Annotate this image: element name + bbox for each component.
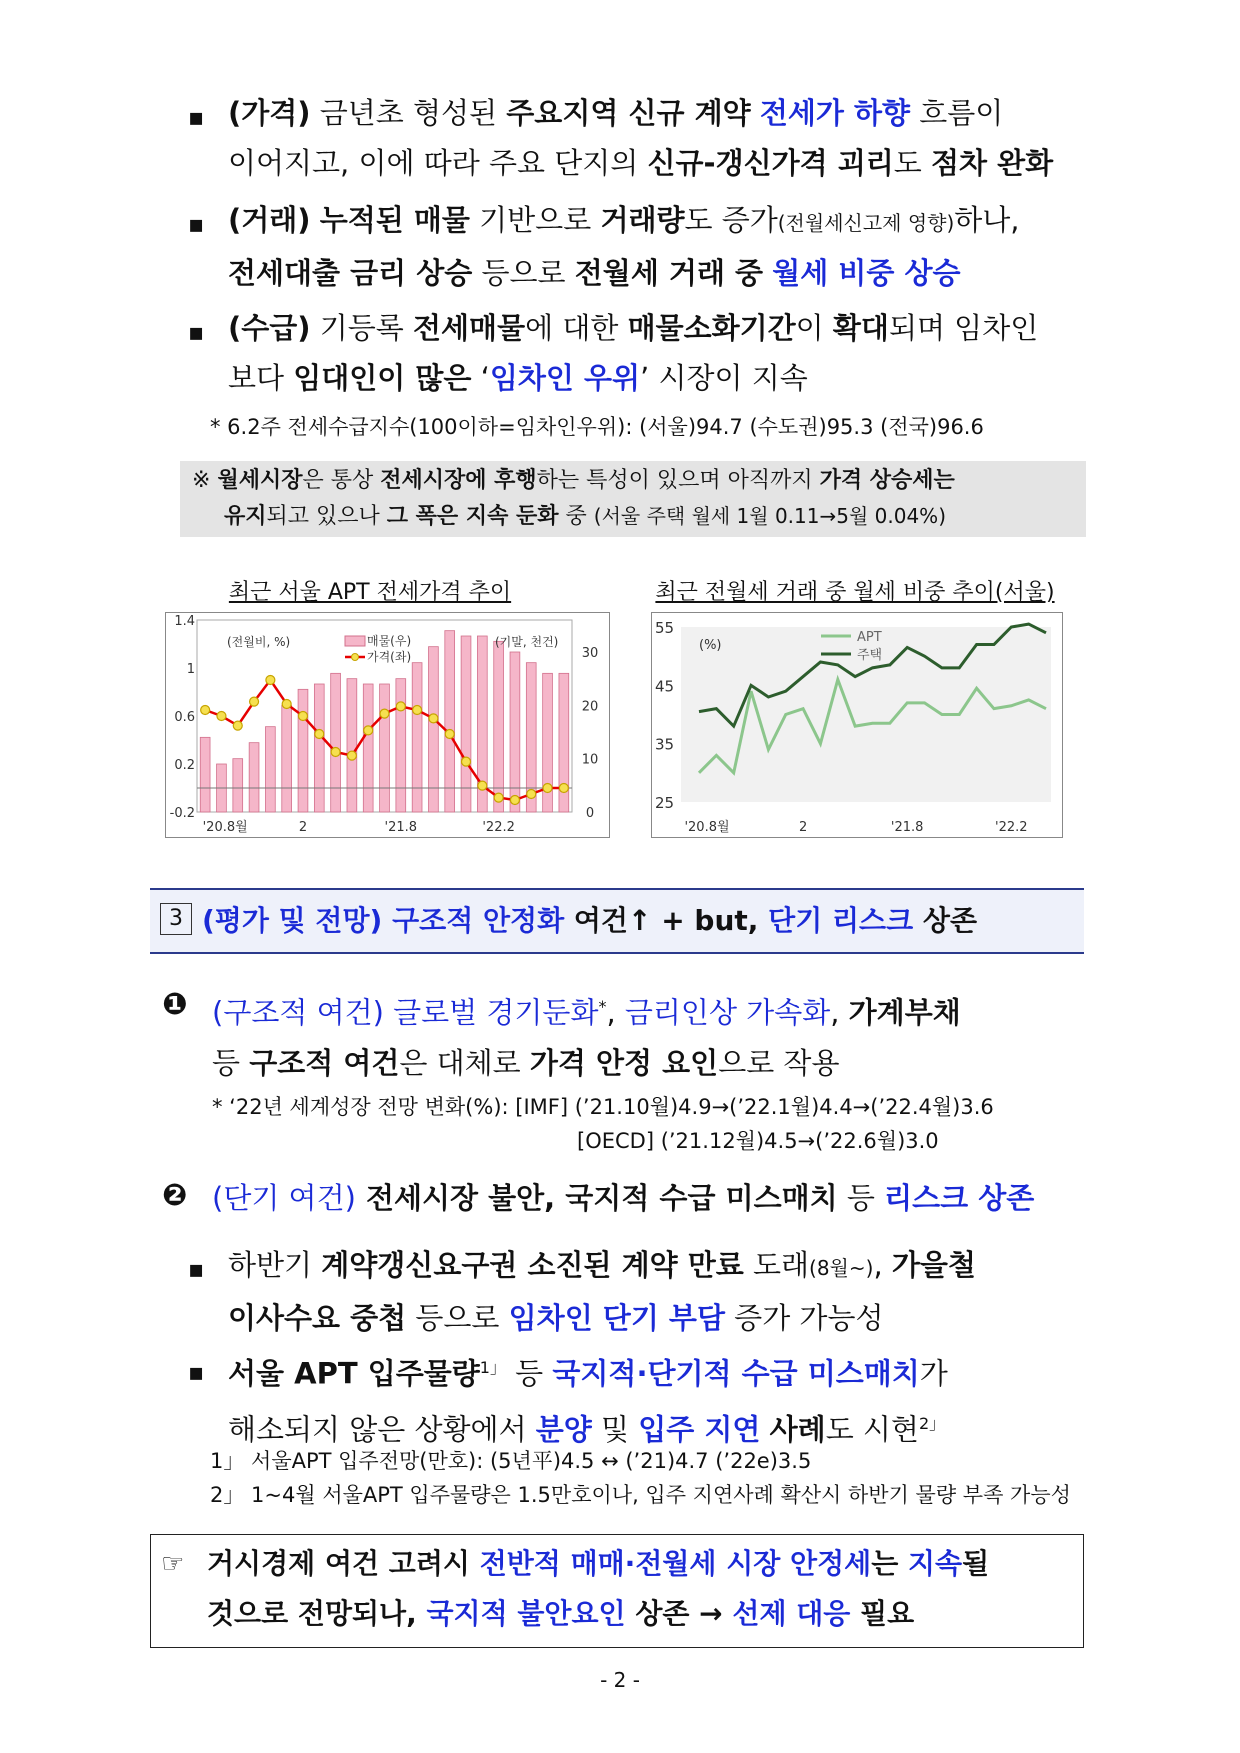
conclusion-line1	[207, 1539, 1067, 1589]
chart1-legend-line: 가격(좌)	[367, 650, 412, 664]
bullet-trade-line1	[228, 195, 1090, 248]
text-run: 가격 상승세는	[819, 468, 955, 493]
text-run: 신규-갱신가격 괴리	[647, 146, 894, 180]
chart1-bar	[282, 705, 292, 812]
text-run: 2」	[918, 1413, 946, 1433]
chart1-x-tick: '21.8	[384, 820, 418, 835]
bullet-renewal	[228, 1240, 1090, 1343]
text-run: 가을철	[891, 1248, 976, 1282]
text-run: 사례	[769, 1412, 826, 1447]
text-run: 확대	[832, 311, 889, 345]
chart1-x-tick: 2	[298, 820, 308, 835]
chart1-price-point	[445, 730, 454, 739]
chart1-price-point	[331, 748, 340, 757]
chart1-bar	[265, 727, 275, 812]
chart1-price-point	[347, 751, 356, 760]
footnote-2: 2」 1~4월 서울APT 입주물량은 1.5만호이나, 입주 지연사례 확산시 하반기 물량 부족 가능성	[210, 1483, 1071, 1507]
text-run: ※	[192, 468, 218, 493]
text-run: 등으로	[472, 256, 575, 290]
section-number: 3	[160, 903, 192, 935]
text-run: (8월~)	[809, 1256, 874, 1280]
text-run: 는	[871, 1547, 908, 1580]
text-run: 흐름이	[910, 96, 1004, 130]
pointing-hand-icon: ☞	[161, 1549, 185, 1579]
chart1-price-point	[217, 712, 226, 721]
chart1-price-point	[266, 676, 275, 685]
text-run: 기등록	[310, 311, 414, 345]
text-run: ,	[606, 995, 625, 1030]
chart1-price-point	[510, 796, 519, 805]
text-run: 전세대출 금리 상승	[228, 256, 473, 290]
chart2-y-tick: 45	[655, 677, 675, 696]
text-run: 은 통상	[302, 468, 381, 493]
conclusion-box	[150, 1534, 1084, 1648]
text-run: 구조적 안정화	[392, 904, 565, 937]
text-run: 누적된 매물	[319, 203, 470, 237]
chart2-unit: (%)	[699, 638, 722, 653]
text-run: 국지적·단기적 수급 미스매치	[552, 1356, 920, 1391]
text-run: 월세시장	[217, 468, 303, 493]
chart1-bar	[347, 679, 357, 812]
bullet-marker: ▪	[188, 1358, 205, 1386]
text-run: 될	[962, 1547, 990, 1580]
text-run: 1」	[479, 1358, 506, 1377]
text-run	[763, 256, 772, 290]
bullet-trade	[228, 195, 1090, 298]
chart1-price-point	[364, 726, 373, 735]
chart1-left-tick: 0.6	[174, 710, 195, 725]
supply-index-note: * 6.2주 전세수급지수(100이하=임차인우위): (서울)94.7 (수도권)95.3 (전국)96.6	[210, 415, 984, 439]
monthly-rent-box	[180, 461, 1086, 537]
chart1-bar	[249, 743, 259, 812]
text-run: 글로벌 경기둔화	[393, 995, 599, 1030]
text-run: 월세 비중 상승	[772, 256, 961, 290]
text-run: 전반적 매매·전월세 시장 안정세	[479, 1547, 872, 1580]
chart1-title: 최근 서울 APT 전세가격 추이	[228, 580, 512, 605]
text-run: ,	[873, 1248, 892, 1282]
text-run: 입주 지연	[638, 1412, 761, 1447]
chart1-price-point	[478, 781, 487, 790]
bullet-supply-line1	[228, 303, 1090, 353]
text-run: 증가 가능성	[724, 1301, 884, 1335]
chart1-bar	[429, 647, 439, 812]
text-run: 거시경제 여건 고려시	[207, 1547, 480, 1580]
chart2-x-tick: '21.8	[890, 820, 924, 835]
text-run: 가격 안정 요인	[529, 1045, 719, 1080]
text-run: 하나,	[954, 203, 1020, 237]
text-run: 전세매물	[413, 311, 526, 345]
bullet-marker: ▪	[188, 1255, 205, 1283]
text-run: 상존 →	[625, 1597, 733, 1630]
text-run: 하는 특성이 있으며 아직까지	[536, 468, 820, 493]
chart1-price-point	[201, 706, 210, 715]
item-1-structural	[212, 982, 1092, 1088]
text-run: 기반으로	[469, 203, 601, 237]
chart1-right-tick: 30	[581, 646, 599, 661]
text-run: 이	[795, 311, 833, 345]
text-run: (단기 여건)	[212, 1181, 356, 1215]
text-run: 도래	[743, 1248, 810, 1282]
chart1-price-point	[429, 714, 438, 723]
bullet-apt-supply-line1	[228, 1343, 1090, 1399]
text-run: 등	[837, 1181, 885, 1215]
chart1-price-point	[396, 702, 405, 711]
chart1-bar	[233, 759, 243, 812]
chart1-bar	[363, 684, 373, 812]
chart1-bar	[380, 684, 390, 812]
bullet-price	[228, 88, 1090, 188]
text-run: 분양	[535, 1412, 592, 1447]
bullet-apt-supply	[228, 1343, 1090, 1454]
chart2-x-tick: '22.2	[995, 820, 1028, 835]
chart2-y-tick: 35	[655, 735, 675, 754]
text-run: (서울 주택 월세 1월 0.11→5월 0.04%)	[593, 504, 946, 528]
text-run: 단기 리스크	[768, 904, 914, 937]
text-run: 것으로 전망되나,	[207, 1597, 427, 1630]
chart1-left-unit: (전월비, %)	[227, 635, 291, 649]
chart1-left-tick: 1	[186, 662, 195, 677]
text-run: 으로 작용	[718, 1045, 840, 1080]
chart1-legend-bars: 매물(우)	[367, 634, 412, 648]
text-run: 중	[558, 504, 594, 529]
text-run	[311, 203, 320, 237]
chart1-price-point	[494, 793, 503, 802]
bullet-trade-line2	[228, 248, 1090, 298]
chart1-right-unit: (기말, 천건)	[495, 635, 559, 649]
text-run: 등으로	[406, 1301, 509, 1335]
text-run: 유지	[224, 504, 267, 529]
text-run: 전세가 하향	[759, 96, 910, 130]
text-run: 도 시현	[825, 1412, 919, 1447]
bullet-price-line1	[228, 88, 1090, 138]
text-run: 금리인상 가속화	[624, 995, 831, 1030]
chart2-x-tick: 2	[798, 820, 808, 835]
text-run: 이사수요 중첩	[228, 1301, 407, 1335]
item-1-line2	[212, 1038, 1092, 1088]
chart1-bar	[200, 737, 210, 812]
text-run: 서울 APT 입주물량	[228, 1356, 480, 1391]
text-run: 등	[505, 1356, 553, 1391]
text-run: ,	[830, 995, 849, 1030]
section-3-header	[150, 888, 1084, 954]
text-run: 가계부채	[848, 995, 961, 1030]
bullet-marker: ▪	[188, 103, 205, 131]
chart1-price-point	[315, 730, 324, 739]
text-run: 임차인 우위	[489, 361, 641, 395]
text-run: 보다	[228, 361, 294, 395]
monthly-rent-line1	[192, 462, 1082, 499]
item-1-line1	[212, 982, 1092, 1038]
text-run: (수급)	[228, 311, 311, 345]
chart1-legend-bar-swatch	[345, 636, 365, 646]
bullet-price-line2	[228, 138, 1090, 188]
chart1-price-point	[233, 721, 242, 730]
chart1-jeonse-price	[165, 612, 610, 838]
bullet-marker: ▪	[188, 318, 205, 346]
text-run: 도	[893, 146, 931, 180]
chart1-price-point	[559, 784, 568, 793]
chart1-right-tick: 20	[581, 699, 599, 715]
text-run: 은 대체로	[399, 1045, 530, 1080]
item-2-marker: ❷	[162, 1178, 188, 1213]
text-run: 금년초 형성된	[310, 96, 507, 130]
chart1-price-point	[462, 757, 471, 766]
text-run: 하반기	[228, 1248, 322, 1282]
text-run: 및	[591, 1412, 639, 1447]
text-run: 매물소화기간	[627, 311, 796, 345]
text-run: 전세시장 불안, 국지적 수급 미스매치	[355, 1181, 838, 1215]
text-run: (평가 및 전망)	[202, 904, 393, 937]
chart2-y-tick: 25	[655, 794, 675, 812]
text-run: 상존	[913, 904, 978, 937]
text-run: 계약갱신요구권 소진된 계약 만료	[321, 1248, 744, 1282]
chart1-right-tick: 0	[585, 806, 595, 821]
text-run: 구조적 여건	[249, 1045, 400, 1080]
chart1-legend-marker	[352, 654, 359, 661]
text-run: (구조적 여건)	[212, 995, 384, 1030]
text-run: 주요지역 신규 계약	[506, 96, 751, 130]
text-run: 되고 있으나	[266, 504, 387, 529]
item-2-line1	[212, 1173, 1092, 1223]
chart2-y-tick: 55	[655, 619, 675, 637]
chart1-price-point	[298, 712, 307, 721]
bullet-supply-line2	[228, 353, 1090, 403]
text-run: 등	[212, 1045, 250, 1080]
text-run: 가	[919, 1356, 948, 1391]
chart1-bar	[331, 673, 341, 812]
chart1-price-point	[527, 790, 536, 799]
text-run: 여건↑ + but,	[564, 904, 769, 937]
chart1-price-point	[380, 709, 389, 718]
text-run: 전월세 거래 중	[574, 256, 764, 290]
chart1-price-point	[413, 706, 422, 715]
chart1-bar	[412, 663, 422, 812]
item-2-short-term	[212, 1173, 1092, 1223]
chart1-bar	[298, 689, 308, 812]
chart1-bar	[494, 641, 504, 812]
footnote-1: 1」 서울APT 입주전망(만호): (5년平)4.5 ↔ (’21)4.7 (’22e)3.5	[210, 1449, 812, 1473]
chart2-legend-apt: APT	[857, 630, 882, 645]
growth-note-line2: [OECD] (’21.12월)4.5→(’22.6월)3.0	[577, 1129, 939, 1153]
bullet-renewal-line2	[228, 1293, 1090, 1343]
text-run: 점차 완화	[930, 146, 1054, 180]
text-run: 국지적 불안요인	[426, 1597, 626, 1630]
text-run: 이어지고, 이에 따라 주요 단지의	[228, 146, 648, 180]
chart1-price-point	[543, 784, 552, 793]
text-run: 선제 대응	[732, 1597, 851, 1630]
chart1-left-tick: 1.4	[174, 614, 195, 629]
text-run: ’ 시장이 지속	[640, 361, 808, 395]
chart1-x-tick: '20.8월	[202, 820, 248, 835]
monthly-rent-line2	[224, 498, 1084, 535]
text-run	[384, 996, 393, 1030]
chart1-bar	[314, 684, 324, 812]
chart2-monthly-share	[651, 612, 1063, 838]
bullet-supply	[228, 303, 1090, 403]
chart1-right-tick: 10	[581, 752, 599, 768]
section-3-title	[202, 904, 977, 937]
chart1-left-tick: -0.2	[169, 806, 195, 821]
growth-note-line1: * ‘22년 세계성장 전망 변화(%): [IMF] (’21.10월)4.9→(’22.1월)4.4→(’22.4월)3.6	[212, 1095, 994, 1119]
chart1-bar	[445, 631, 455, 812]
chart1-x-tick: '22.2	[482, 820, 515, 835]
chart2-x-tick: '20.8월	[684, 820, 730, 835]
conclusion-line2	[207, 1589, 1067, 1639]
text-run	[760, 1412, 769, 1446]
bullet-marker: ▪	[188, 210, 205, 238]
text-run: 리스크 상존	[884, 1181, 1035, 1215]
item-1-marker: ❶	[162, 987, 188, 1022]
bullet-renewal-line1	[228, 1240, 1090, 1293]
text-run: *	[598, 997, 607, 1016]
chart2-title: 최근 전월세 거래 중 월세 비중 추이(서울)	[655, 580, 1055, 605]
text-run: (가격)	[228, 96, 311, 130]
text-run: 필요	[850, 1597, 915, 1630]
text-run	[751, 96, 760, 130]
text-run: 해소되지 않은 상황에서	[228, 1412, 536, 1447]
page-number: - 2 -	[600, 1668, 640, 1692]
text-run: 지속	[908, 1547, 963, 1580]
chart2-legend-house: 주택	[857, 648, 883, 663]
conclusion-text	[207, 1539, 1067, 1639]
chart1-bar	[461, 636, 471, 812]
text-run: 임대인이 많은	[293, 361, 472, 395]
text-run: 임차인 단기 부담	[508, 1301, 725, 1335]
text-run: (전월세신고제 영향)	[777, 211, 955, 235]
text-run: 에 대한	[525, 311, 628, 345]
text-run: 그 폭은 지속 둔화	[386, 504, 559, 529]
chart1-price-point	[250, 697, 259, 706]
text-run: 도 증가	[684, 203, 778, 237]
text-run: ‘	[471, 361, 490, 395]
chart1-bar	[396, 679, 406, 812]
text-run: (거래)	[228, 203, 311, 237]
chart1-price-point	[282, 700, 291, 709]
text-run: 되며 임차인	[888, 311, 1039, 345]
text-run: 전세시장에 후행	[380, 468, 537, 493]
text-run: 거래량	[600, 203, 685, 237]
chart1-left-tick: 0.2	[174, 758, 195, 773]
